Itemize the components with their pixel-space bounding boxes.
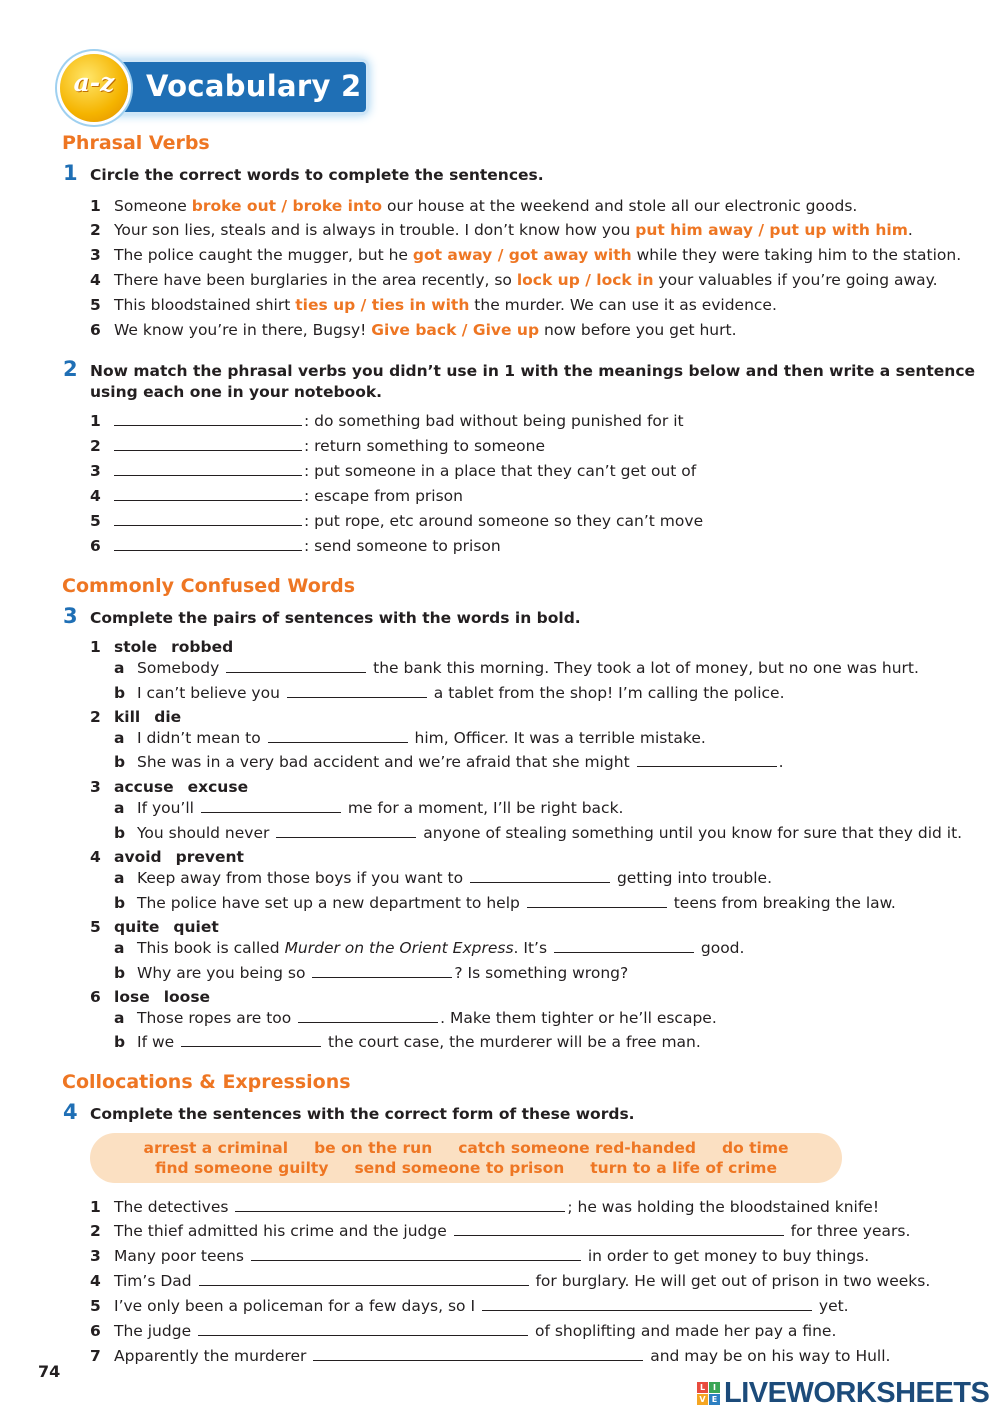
exercise-4-item bbox=[90, 1221, 910, 1241]
item-number: 3 bbox=[90, 246, 101, 264]
option-word[interactable]: broke into bbox=[292, 197, 383, 215]
exercise-4-item bbox=[90, 1197, 879, 1217]
item-text: This bloodstained shirt bbox=[114, 296, 296, 314]
item-text: . bbox=[907, 221, 913, 239]
sentence-text: . Make them tighter or he’ll escape. bbox=[440, 1009, 717, 1027]
option-word[interactable]: got away bbox=[412, 246, 493, 264]
item-number: 2 bbox=[90, 708, 101, 726]
option-word[interactable]: Give up bbox=[472, 321, 540, 339]
logo-letter: E bbox=[709, 1394, 720, 1405]
sentence-text: getting into trouble. bbox=[612, 869, 773, 887]
word-box-item: arrest a criminal bbox=[143, 1139, 289, 1157]
sentence-letter: a bbox=[114, 939, 125, 957]
bold-word: avoid bbox=[114, 848, 162, 866]
bold-word: accuse bbox=[114, 778, 174, 796]
word-pair bbox=[90, 708, 181, 726]
item-text: Your son lies, steals and is always in trouble. I don’t know how you bbox=[114, 221, 636, 239]
section-title-commonly-confused-words: Commonly Confused Words bbox=[62, 575, 356, 597]
sentence-text: a tablet from the shop! I’m calling the police. bbox=[428, 684, 785, 702]
option-separator: / bbox=[456, 321, 473, 339]
item-number: 4 bbox=[90, 1272, 101, 1290]
exercise-4-item bbox=[90, 1246, 869, 1266]
item-number: 6 bbox=[90, 1322, 101, 1340]
sentence-text: If we bbox=[137, 1033, 180, 1051]
item-number: 1 bbox=[90, 638, 101, 656]
bold-word: stole bbox=[114, 638, 158, 656]
word-box-item: send someone to prison bbox=[354, 1159, 565, 1177]
item-number: 3 bbox=[90, 1247, 101, 1265]
exercise-4-item bbox=[90, 1271, 930, 1291]
sentence-letter: b bbox=[114, 1033, 126, 1051]
sentence-a bbox=[114, 938, 744, 958]
logo-letter: L bbox=[697, 1382, 708, 1393]
sentence-text: . bbox=[778, 753, 784, 771]
liveworksheets-brand[interactable]: LIVEWORKSHEETS bbox=[724, 1377, 990, 1409]
word-pair bbox=[90, 988, 210, 1006]
item-number: 5 bbox=[90, 512, 101, 530]
item-text: : put someone in a place that they can’t get out of bbox=[304, 462, 697, 480]
answer-blank[interactable] bbox=[637, 752, 777, 767]
exercise-2-item bbox=[90, 436, 545, 456]
liveworksheets-logo-icon bbox=[697, 1382, 721, 1406]
exercise-4-item bbox=[90, 1346, 890, 1366]
exercise-2-item bbox=[90, 411, 684, 431]
sentence-b bbox=[114, 683, 785, 703]
sentence-text: If you’ll bbox=[137, 799, 199, 817]
item-number: 1 bbox=[90, 1198, 101, 1216]
answer-blank[interactable] bbox=[114, 461, 302, 476]
item-number: 5 bbox=[90, 918, 101, 936]
item-text: in order to get money to buy things. bbox=[582, 1247, 870, 1265]
sentence-a bbox=[114, 798, 623, 818]
exercise-2-item bbox=[90, 536, 501, 556]
sentence-text: Why are you being so bbox=[137, 964, 311, 982]
sentence-text: anyone of stealing something until you know for sure that they did it. bbox=[418, 824, 963, 842]
option-word[interactable]: broke out bbox=[191, 197, 277, 215]
option-separator: / bbox=[492, 246, 509, 264]
sentence-b bbox=[114, 752, 784, 772]
word-pair bbox=[90, 638, 233, 656]
sentence-letter: a bbox=[114, 1009, 125, 1027]
item-text: There have been burglaries in the area recently, so bbox=[114, 271, 517, 289]
option-separator: / bbox=[579, 271, 597, 289]
item-text: yet. bbox=[813, 1297, 849, 1315]
sentence-text: Those ropes are too bbox=[137, 1009, 297, 1027]
answer-blank[interactable] bbox=[226, 658, 366, 673]
sentence-letter: a bbox=[114, 869, 125, 887]
item-number: 2 bbox=[90, 437, 101, 455]
item-text: : put rope, etc around someone so they can’t move bbox=[304, 512, 704, 530]
item-text: The judge bbox=[114, 1322, 197, 1340]
sentence-text: I can’t believe you bbox=[137, 684, 285, 702]
option-word[interactable]: put up with him bbox=[769, 221, 908, 239]
item-text: the murder. We can use it as evidence. bbox=[469, 296, 777, 314]
item-text: and may be on his way to Hull. bbox=[645, 1347, 891, 1365]
item-number: 2 bbox=[90, 221, 101, 239]
sentence-letter: b bbox=[114, 964, 126, 982]
sentence-letter: a bbox=[114, 729, 125, 747]
item-text: your valuables if you’re going away. bbox=[653, 271, 938, 289]
option-word[interactable]: ties up bbox=[295, 296, 356, 314]
bold-word: robbed bbox=[171, 638, 234, 656]
item-number: 2 bbox=[90, 1222, 101, 1240]
sentence-text: the court case, the murderer will be a free man. bbox=[323, 1033, 701, 1051]
word-box-item: be on the run bbox=[314, 1139, 433, 1157]
item-text: of shoplifting and made her pay a fine. bbox=[530, 1322, 837, 1340]
item-text: for three years. bbox=[785, 1222, 911, 1240]
answer-blank[interactable] bbox=[114, 411, 302, 426]
exercise-1-item bbox=[90, 295, 777, 315]
exercise-4-item bbox=[90, 1296, 849, 1316]
sentence-b bbox=[114, 893, 896, 913]
sentence-a bbox=[114, 728, 706, 748]
answer-blank[interactable] bbox=[298, 1008, 438, 1023]
az-badge-label: a-z bbox=[73, 68, 115, 97]
exercise-2-item bbox=[90, 486, 463, 506]
sentence-b bbox=[114, 1032, 701, 1052]
bold-word: prevent bbox=[175, 848, 244, 866]
answer-blank[interactable] bbox=[114, 486, 302, 501]
answer-blank[interactable] bbox=[287, 683, 427, 698]
word-box-item: do time bbox=[721, 1139, 789, 1157]
exercise-number-1: 1 bbox=[63, 161, 78, 185]
bold-word: kill bbox=[114, 708, 141, 726]
item-number: 1 bbox=[90, 412, 101, 430]
sentence-b bbox=[114, 963, 628, 983]
exercise-2-item bbox=[90, 461, 696, 481]
sentence-text: I didn’t mean to bbox=[137, 729, 266, 747]
sentence-text: Keep away from those boys if you want to bbox=[137, 869, 469, 887]
answer-blank[interactable] bbox=[482, 1296, 812, 1311]
sentence-letter: b bbox=[114, 894, 126, 912]
word-pair bbox=[90, 918, 219, 936]
sentence-text: You should never bbox=[137, 824, 275, 842]
item-number: 3 bbox=[90, 778, 101, 796]
word-pair bbox=[90, 778, 248, 796]
exercise-4-item bbox=[90, 1321, 836, 1341]
answer-blank[interactable] bbox=[199, 1271, 529, 1286]
option-word[interactable]: Give back bbox=[371, 321, 457, 339]
item-number: 4 bbox=[90, 271, 101, 289]
word-box-item: catch someone red-handed bbox=[458, 1139, 696, 1157]
page-title: Vocabulary 2 bbox=[146, 69, 362, 103]
answer-blank[interactable] bbox=[276, 823, 416, 838]
item-text: The thief admitted his crime and the judge bbox=[114, 1222, 452, 1240]
answer-blank[interactable] bbox=[201, 798, 341, 813]
item-text: now before you get hurt. bbox=[539, 321, 737, 339]
exercise-number-4: 4 bbox=[63, 1100, 78, 1124]
page-number: 74 bbox=[38, 1362, 61, 1381]
answer-blank[interactable] bbox=[527, 893, 667, 908]
section-title-collocations: Collocations & Expressions bbox=[62, 1071, 351, 1093]
exercise-1-item bbox=[90, 220, 913, 240]
word-box-item: find someone guilty bbox=[155, 1159, 329, 1177]
sentence-text: the bank this morning. They took a lot of money, but no one was hurt. bbox=[368, 659, 919, 677]
answer-blank[interactable] bbox=[114, 536, 302, 551]
item-text: The police caught the mugger, but he bbox=[114, 246, 413, 264]
word-box-item: turn to a life of crime bbox=[590, 1159, 777, 1177]
item-text: We know you’re in there, Bugsy! bbox=[114, 321, 372, 339]
option-word[interactable]: lock up bbox=[516, 271, 580, 289]
sentence-text: The police have set up a new department to help bbox=[137, 894, 525, 912]
answer-blank[interactable] bbox=[454, 1221, 784, 1236]
item-number: 5 bbox=[90, 1297, 101, 1315]
item-number: 6 bbox=[90, 537, 101, 555]
exercise-2-instruction-line2: using each one in your notebook. bbox=[90, 383, 383, 401]
sentence-text: good. bbox=[695, 939, 745, 957]
sentence-text: teens from breaking the law. bbox=[668, 894, 896, 912]
option-word[interactable]: lock in bbox=[596, 271, 654, 289]
sentence-a bbox=[114, 658, 919, 678]
sentence-letter: b bbox=[114, 684, 126, 702]
bold-word: excuse bbox=[187, 778, 249, 796]
answer-blank[interactable] bbox=[114, 511, 302, 526]
sentence-letter: a bbox=[114, 659, 125, 677]
exercise-number-2: 2 bbox=[63, 357, 78, 381]
answer-blank[interactable] bbox=[268, 728, 408, 743]
section-title-phrasal-verbs: Phrasal Verbs bbox=[62, 132, 210, 154]
sentence-a bbox=[114, 868, 772, 888]
exercise-1-item bbox=[90, 270, 938, 290]
sentence-text: Somebody bbox=[137, 659, 225, 677]
answer-blank[interactable] bbox=[470, 868, 610, 883]
option-word[interactable]: put him away bbox=[635, 221, 753, 239]
item-text: The detectives bbox=[114, 1198, 234, 1216]
answer-blank[interactable] bbox=[114, 436, 302, 451]
item-number: 1 bbox=[90, 197, 101, 215]
answer-blank[interactable] bbox=[313, 1346, 643, 1361]
sentence-text: She was in a very bad accident and we’re afraid that she might bbox=[137, 753, 635, 771]
answer-blank[interactable] bbox=[181, 1032, 321, 1047]
item-number: 4 bbox=[90, 848, 101, 866]
exercise-number-3: 3 bbox=[63, 604, 78, 628]
exercise-3-instruction: Complete the pairs of sentences with the words in bold. bbox=[90, 609, 581, 627]
item-text: : send someone to prison bbox=[304, 537, 501, 555]
exercise-1-instruction: Circle the correct words to complete the sentences. bbox=[90, 166, 544, 184]
answer-blank[interactable] bbox=[198, 1321, 528, 1336]
book-title: Murder on the Orient Express bbox=[284, 939, 514, 957]
sentence-text: This book is called bbox=[137, 939, 285, 957]
item-number: 4 bbox=[90, 487, 101, 505]
exercise-1-item bbox=[90, 196, 857, 216]
answer-blank[interactable] bbox=[251, 1246, 581, 1261]
bold-word: die bbox=[154, 708, 182, 726]
logo-letter: I bbox=[709, 1382, 720, 1393]
item-text: for burglary. He will get out of prison in two weeks. bbox=[530, 1272, 931, 1290]
item-text: : do something bad without being punished for it bbox=[304, 412, 684, 430]
logo-letter: V bbox=[697, 1394, 708, 1405]
bold-word: quite bbox=[114, 918, 160, 936]
bold-word: quiet bbox=[173, 918, 219, 936]
answer-blank[interactable] bbox=[554, 938, 694, 953]
item-text: I’ve only been a policeman for a few days, so I bbox=[114, 1297, 480, 1315]
item-text: Many poor teens bbox=[114, 1247, 249, 1265]
sentence-text: him, Officer. It was a terrible mistake. bbox=[409, 729, 706, 747]
exercise-4-instruction: Complete the sentences with the correct form of these words. bbox=[90, 1105, 635, 1123]
option-separator: / bbox=[355, 296, 372, 314]
item-text: while they were taking him to the station. bbox=[631, 246, 962, 264]
answer-blank[interactable] bbox=[235, 1197, 565, 1212]
item-number: 3 bbox=[90, 462, 101, 480]
item-text: Tim’s Dad bbox=[114, 1272, 197, 1290]
option-separator: / bbox=[752, 221, 770, 239]
sentence-letter: a bbox=[114, 799, 125, 817]
bold-word: lose bbox=[114, 988, 150, 1006]
item-text: : return something to someone bbox=[304, 437, 545, 455]
item-number: 7 bbox=[90, 1347, 101, 1365]
item-number: 6 bbox=[90, 988, 101, 1006]
sentence-letter: b bbox=[114, 753, 126, 771]
sentence-text: . It’s bbox=[513, 939, 552, 957]
exercise-2-item bbox=[90, 511, 703, 531]
answer-blank[interactable] bbox=[312, 963, 452, 978]
exercise-1-item bbox=[90, 245, 961, 265]
item-text: : escape from prison bbox=[304, 487, 463, 505]
bold-word: loose bbox=[163, 988, 211, 1006]
item-number: 6 bbox=[90, 321, 101, 339]
option-word[interactable]: got away with bbox=[508, 246, 632, 264]
sentence-letter: b bbox=[114, 824, 126, 842]
sentence-a bbox=[114, 1008, 717, 1028]
item-text: ; he was holding the bloodstained knife! bbox=[567, 1198, 880, 1216]
sentence-text: ? Is something wrong? bbox=[454, 964, 629, 982]
exercise-1-item bbox=[90, 320, 737, 340]
item-number: 5 bbox=[90, 296, 101, 314]
word-box-row-2 bbox=[90, 1159, 842, 1177]
item-text: Apparently the murderer bbox=[114, 1347, 312, 1365]
sentence-text: me for a moment, I’ll be right back. bbox=[342, 799, 624, 817]
option-separator: / bbox=[276, 197, 293, 215]
word-pair bbox=[90, 848, 244, 866]
option-word[interactable]: ties in with bbox=[371, 296, 470, 314]
word-box-row-1 bbox=[90, 1139, 842, 1157]
exercise-2-instruction-line1: Now match the phrasal verbs you didn’t use in 1 with the meanings below and then write a sentence bbox=[90, 362, 976, 380]
item-text: our house at the weekend and stole all our electronic goods. bbox=[382, 197, 858, 215]
item-text: Someone bbox=[114, 197, 192, 215]
sentence-b bbox=[114, 823, 962, 843]
